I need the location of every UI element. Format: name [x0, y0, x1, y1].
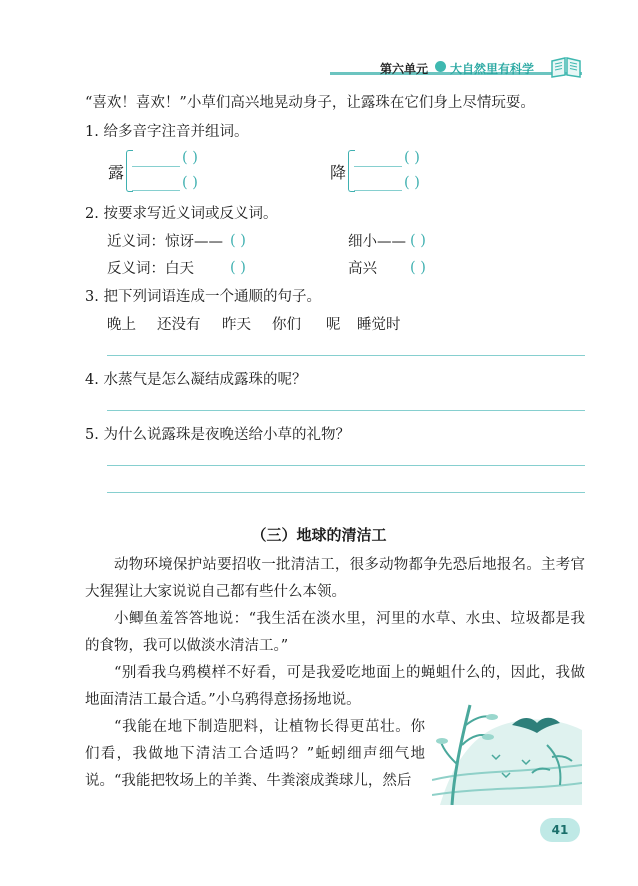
synonym-answer-2[interactable]: ( ) [410, 233, 426, 249]
answer-paren-a2[interactable]: ( ) [182, 175, 198, 191]
synonym-prompt-2: 细小—— [348, 234, 406, 250]
intro-sentence: “喜欢！喜欢！”小草们高兴地晃动身子，让露珠在它们身上尽情玩耍。 [85, 95, 535, 111]
page-number: 41 [540, 818, 580, 842]
story-paragraph-4: “我能在地下制造肥料，让植物长得更茁壮。你们看，我做地下清洁工合适吗？”蚯蚓细声细气地说。 [85, 719, 425, 789]
polyphone-char-b: 降 [330, 163, 347, 182]
story-paragraph-3: “别看我乌鸦模样不好看，可是我爱吃地面上的蝇蛆什么的，因此，我做地面清洁工最合适。”小乌鸦得意扬扬地说。 [85, 665, 585, 708]
antonym-answer-2[interactable]: ( ) [410, 260, 426, 276]
unit-label: 第六单元 [380, 62, 429, 76]
question-4: 4. 水蒸气是怎么凝结成露珠的呢？ [85, 372, 307, 388]
synonym-prompt: 近义词：惊讶—— [107, 234, 223, 250]
antonym-prompt-2: 高兴 [348, 261, 377, 277]
answer-line-a1[interactable] [132, 166, 180, 167]
question-3: 3. 把下列词语连成一个通顺的句子。 [85, 289, 321, 305]
writing-line-q3[interactable] [107, 355, 585, 356]
unit-theme: 大自然里有科学 [450, 62, 535, 76]
answer-line-a2[interactable] [132, 190, 180, 191]
question-2: 2. 按要求写近义词或反义词。 [85, 206, 278, 222]
synonym-answer-1[interactable]: ( ) [230, 233, 246, 249]
story-paragraph-5: “我能把牧场上的羊粪、牛粪滚成粪球儿，然后 [114, 773, 412, 789]
question-1: 1. 给多音字注音并组词。 [85, 124, 249, 140]
story-title: （三）地球的清洁工 [251, 526, 387, 544]
word-tile: 晚上 [107, 317, 136, 333]
story-paragraph-2: 小鲫鱼羞答答地说：“我生活在淡水里，河里的水草、水虫、垃圾都是我的食物，我可以做淡水清洁工。” [85, 611, 585, 654]
polyphone-char-a: 露 [108, 163, 125, 182]
story-paragraph-1: 动物环境保护站要招收一批清洁工，很多动物都争先恐后地报名。主考官大猩猩让大家说说自己都有些什么本领。 [85, 557, 585, 600]
word-tile: 呢 [326, 317, 341, 333]
writing-line-q4[interactable] [107, 410, 585, 411]
brace-b [348, 150, 355, 192]
question-5: 5. 为什么说露珠是夜晚送给小草的礼物？ [85, 427, 350, 443]
bullet-dot-icon [435, 61, 446, 72]
answer-paren-b1[interactable]: ( ) [404, 150, 420, 166]
word-tile: 昨天 [222, 317, 251, 333]
writing-line-q5b[interactable] [107, 492, 585, 493]
illustration-plant-crow [432, 695, 582, 805]
word-tile: 还没有 [157, 317, 201, 333]
open-book-icon [550, 55, 582, 79]
word-tile: 你们 [272, 317, 301, 333]
answer-paren-b2[interactable]: ( ) [404, 175, 420, 191]
antonym-prompt: 反义词：白天 [107, 261, 194, 277]
word-tile: 睡觉时 [357, 317, 401, 333]
brace-a [126, 150, 133, 192]
answer-line-b1[interactable] [354, 166, 402, 167]
antonym-answer-1[interactable]: ( ) [230, 260, 246, 276]
answer-paren-a1[interactable]: ( ) [182, 150, 198, 166]
answer-line-b2[interactable] [354, 190, 402, 191]
writing-line-q5a[interactable] [107, 465, 585, 466]
